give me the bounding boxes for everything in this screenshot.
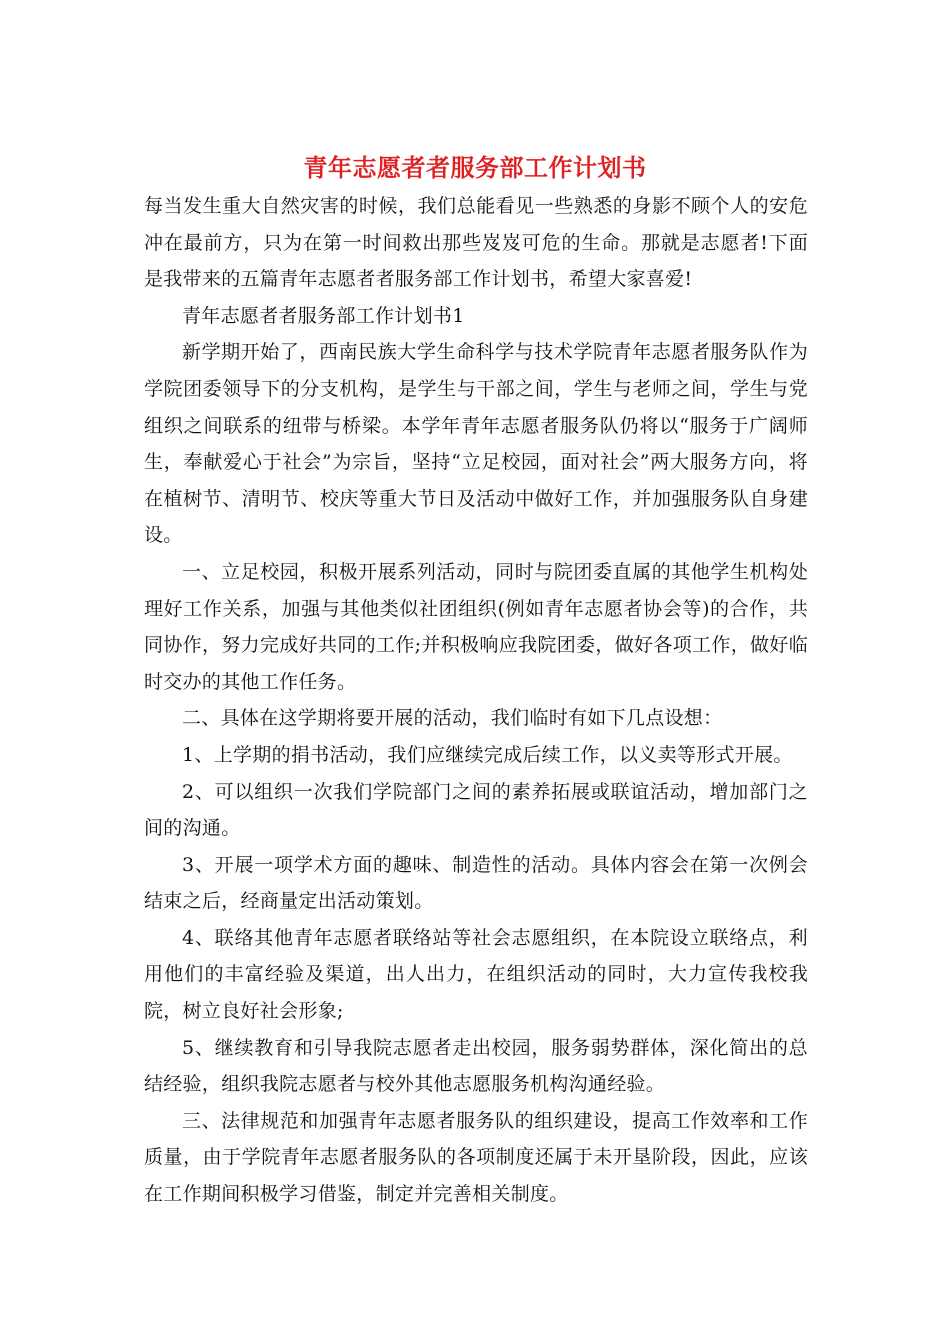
body-paragraph: 三、法律规范和加强青年志愿者服务队的组织建设，提高工作效率和工作质量，由于学院青年志愿者服务队的各项制度还属于未开垦阶段，因此，应该在工作期间积极学习借鉴，制定并完善相关制度。 xyxy=(144,1109,808,1206)
body-paragraph: 二、具体在这学期将要开展的活动，我们临时有如下几点设想： xyxy=(182,707,723,730)
body-paragraph: 一、立足校园，积极开展系列活动，同时与院团委直属的其他学生机构处理好工作关系，加强与其他类似社团组织(例如青年志愿者协会等)的合作，共同协作，努力完成好共同的工作;并积极响应我院团委，做好各项工作，做好临时交办的其他工作任务。 xyxy=(144,560,808,693)
intro-paragraph: 每当发生重大自然灾害的时候，我们总能看见一些熟悉的身影不顾个人的安危冲在最前方，只为在第一时间救出那些岌岌可危的生命。那就是志愿者!下面是我带来的五篇青年志愿者者服务部工作计划书，希望大家喜爱! xyxy=(144,195,808,291)
document-title: 青年志愿者者服务部工作计划书 xyxy=(303,153,647,182)
list-item: 4、联络其他青年志愿者联络站等社会志愿组织，在本院设立联络点，利用他们的丰富经验及渠道，出人出力，在组织活动的同时，大力宣传我校我院，树立良好社会形象; xyxy=(144,926,808,1023)
list-item: 1、上学期的捐书活动，我们应继续完成后续工作，以义卖等形式开展。 xyxy=(182,743,793,766)
body-paragraph: 新学期开始了，西南民族大学生命科学与技术学院青年志愿者服务队作为学院团委领导下的分支机构，是学生与干部之间，学生与老师之间，学生与党组织之间联系的纽带与桥梁。本学年青年志愿者服务队仍将以“服务于广阔师生，奉献爱心于社会”为宗旨，坚持“立足校园，面对社会”两大服务方向，将在植树节、清明节、校庆等重大节日及活动中做好工作，并加强服务队自身建设。 xyxy=(144,341,808,547)
section-heading: 青年志愿者者服务部工作计划书1 xyxy=(182,304,465,327)
list-item: 5、继续教育和引导我院志愿者走出校园，服务弱势群体，深化简出的总结经验，组织我院志愿者与校外其他志愿服务机构沟通经验。 xyxy=(144,1036,808,1096)
document-body xyxy=(144,188,808,1213)
list-item: 3、开展一项学术方面的趣味、制造性的活动。具体内容会在第一次例会结束之后，经商量定出活动策划。 xyxy=(144,853,808,913)
list-item: 2、可以组织一次我们学院部门之间的素养拓展或联谊活动，增加部门之间的沟通。 xyxy=(144,780,808,840)
